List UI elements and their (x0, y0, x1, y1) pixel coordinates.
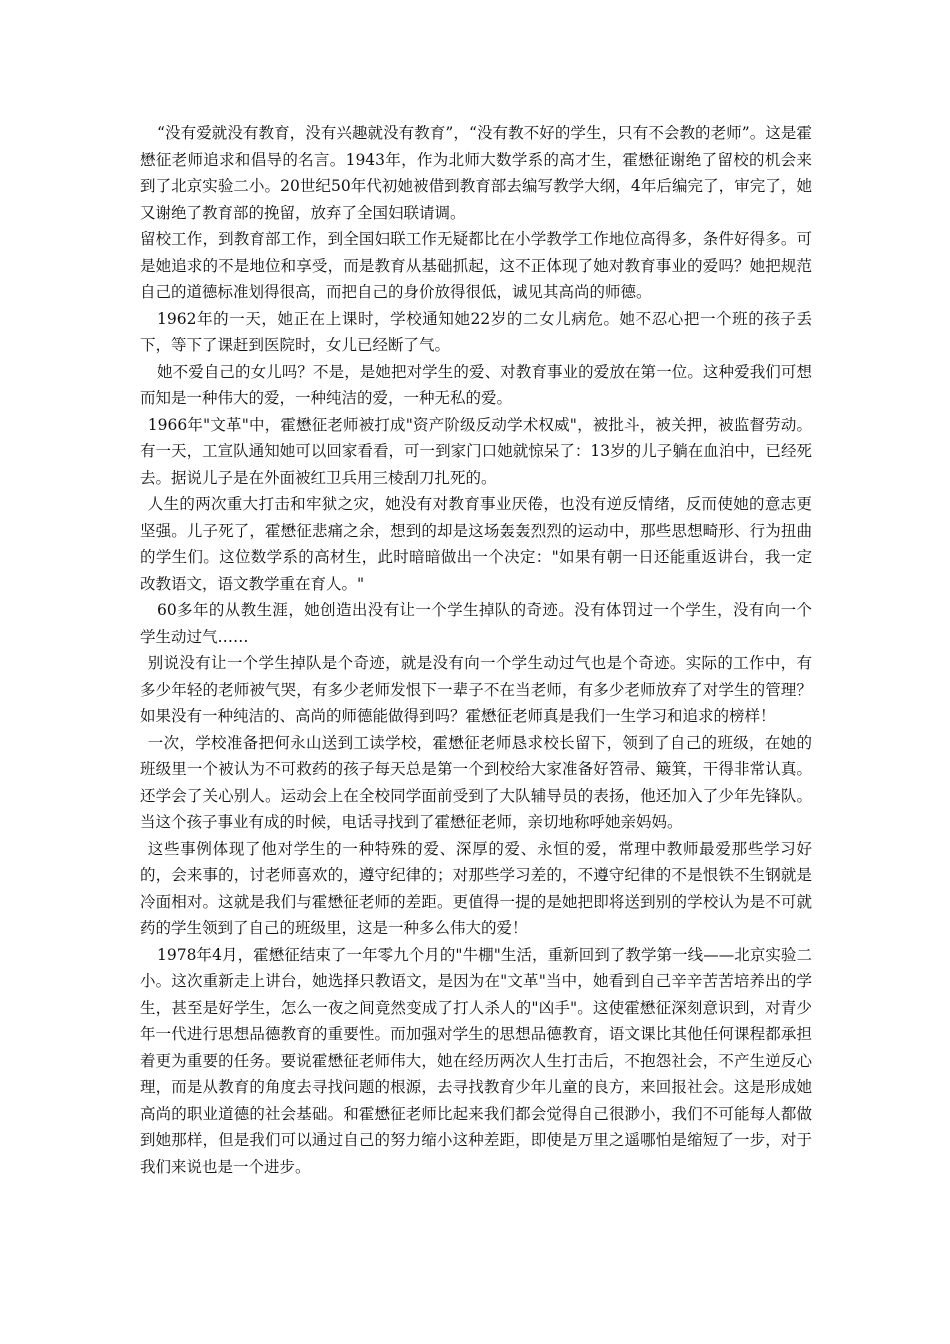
paragraph-1: “没有爱就没有教育，没有兴趣就没有教育”，“没有教不好的学生，只有不会教的老师”。这是霍懋征老师追求和倡导的名言。1943年，作为北师大数学系的高才生，霍懋征谢绝了留校的机会来到了北京实验二小。20世纪50年代初她被借到教育部去编写教学大纲，4年后编完了，审完了，她又谢绝了教育部的挽留，放弃了全国妇联请调。 (140, 124, 812, 222)
paragraph-9: 一次，学校准备把何永山送到工读学校，霍懋征老师恳求校长留下，领到了自己的班级，在她的班级里一个被认为不可救药的孩子每天总是第一个到校给大家准备好笤帚、簸箕，干得非常认真。还学会了关心别人。运动会上在全校同学面前受到了大队辅导员的表扬，他还加入了少年先锋队。当这个孩子事业有成的时候，电话寻找到了霍懋征老师，亲切地称呼她亲妈妈。 (140, 733, 812, 831)
paragraph-6: 人生的两次重大打击和牢狱之灾，她没有对教育事业厌倦，也没有逆反情绪，反而使她的意志更坚强。儿子死了，霍懋征悲痛之余，想到的却是这场轰轰烈烈的运动中，那些思想畸形、行为扭曲的学生们。这位数学系的高材生，此时暗暗做出一个决定："如果有朝一日还能重返讲台，我一定改教语文，语文教学重在育人。" (140, 495, 812, 593)
paragraph-7: 60多年的从教生涯，她创造出没有让一个学生掉队的奇迹。没有体罚过一个学生，没有向一个学生动过气…… (140, 601, 812, 646)
paragraph-4: 她不爱自己的女儿吗？不是，是她把对学生的爱、对教育事业的爱放在第一位。这种爱我们可想而知是一种伟大的爱，一种纯洁的爱，一种无私的爱。 (140, 362, 812, 407)
document-body (140, 120, 812, 1180)
paragraph-8: 别说没有让一个学生掉队是个奇迹，就是没有向一个学生动过气也是个奇迹。实际的工作中，有多少年轻的老师被气哭，有多少老师发恨下一辈子不在当老师，有多少老师放弃了对学生的管理？如果没有一种纯洁的、高尚的师德能做得到吗？霍懋征老师真是我们一生学习和追求的榜样！ (140, 654, 812, 725)
paragraph-2: 留校工作，到教育部工作，到全国妇联工作无疑都比在小学教学工作地位高得多，条件好得多。可是她追求的不是地位和享受，而是教育从基础抓起，这不正体现了她对教育事业的爱吗？她把规范自己的道德标准划得很高，而把自己的身价放得很低，诚见其高尚的师德。 (140, 230, 812, 301)
paragraph-11: 1978年4月，霍懋征结束了一年零九个月的"牛棚"生活，重新回到了教学第一线——北京实验二小。这次重新走上讲台，她选择只教语文，是因为在"文革"当中，她看到自己辛辛苦苦培养出的学生，甚至是好学生，怎么一夜之间竟然变成了打人杀人的"凶手"。这使霍懋征深刻意识到，对青少年一代进行思想品德教育的重要性。而加强对学生的思想品德教育，语文课比其他任何课程都承担着更为重要的任务。要说霍懋征老师伟大，她在经历两次人生打击后，不抱怨社会，不产生逆反心理，而是从教育的角度去寻找问题的根源，去寻找教育少年儿童的良方，来回报社会。这是形成她高尚的职业道德的社会基础。和霍懋征老师比起来我们都会觉得自己很渺小，我们不可能每人都做到她那样，但是我们可以通过自己的努力缩小这种差距，即使是万里之遥哪怕是缩短了一步，对于我们来说也是一个进步。 (140, 945, 812, 1176)
paragraph-5: 1966年"文革"中，霍懋征老师被打成"资产阶级反动学术权威"，被批斗，被关押，被监督劳动。有一天，工宣队通知她可以回家看看，可一到家门口她就惊呆了：13岁的儿子躺在血泊中，已经死去。据说儿子是在外面被红卫兵用三棱刮刀扎死的。 (140, 415, 812, 487)
paragraph-3: 1962年的一天，她正在上课时，学校通知她22岁的二女儿病危。她不忍心把一个班的孩子丢下，等下了课赶到医院时，女儿已经断了气。 (140, 309, 812, 354)
paragraph-10: 这些事例体现了他对学生的一种特殊的爱、深厚的爱、永恒的爱，常理中教师最爱那些学习好的，会来事的，讨老师喜欢的，遵守纪律的；对那些学习差的，不遵守纪律的不是恨铁不生钢就是冷面相对。这就是我们与霍懋征老师的差距。更值得一提的是她把即将送到别的学校认为是不可就药的学生领到了自己的班级里，这是一种多么伟大的爱！ (140, 839, 812, 937)
